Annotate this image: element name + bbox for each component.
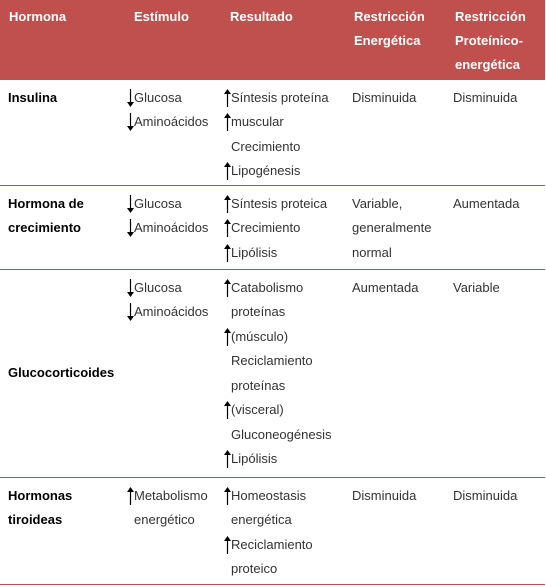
cell-text: proteínas [231, 304, 286, 319]
cell-text: Catabolismo [231, 279, 304, 295]
protein-energy-restriction-cell [446, 477, 545, 584]
result-cell [221, 269, 345, 477]
cell-text: muscular [231, 114, 284, 129]
cell-text: Lipólisis [231, 244, 278, 260]
table-row [0, 477, 545, 584]
stimulus-cell [125, 269, 221, 477]
cell-line [127, 86, 215, 111]
cell-line [224, 300, 339, 325]
cell-text: Aminoácidos [134, 304, 209, 319]
arrow-up-icon [224, 450, 231, 468]
table-header-row [0, 0, 545, 79]
cell-text: Reciclamiento [231, 536, 313, 552]
energy-restriction-cell [345, 185, 446, 269]
cell-line [224, 398, 339, 423]
cell-text: Variable [453, 279, 500, 295]
arrow-up-icon [224, 195, 231, 213]
cell-text: Disminuida [453, 89, 518, 105]
cell-text: energética [231, 512, 292, 527]
stimulus-cell [125, 79, 221, 185]
result-cell [221, 477, 345, 584]
cell-text: Síntesis proteica [231, 195, 328, 211]
cell-line [127, 192, 215, 217]
cell-text: (músculo) [231, 328, 289, 344]
cell-line [127, 484, 215, 509]
result-cell [221, 79, 345, 185]
cell-text: proteico [231, 561, 278, 576]
cell-line [127, 508, 215, 533]
cell-text: crecimiento [8, 220, 81, 235]
cell-text: Disminuida [352, 89, 417, 105]
arrow-down-icon [127, 219, 134, 237]
arrow-up-icon [224, 279, 231, 297]
table-row [0, 185, 545, 269]
cell-text: Reciclamiento [231, 353, 313, 368]
cell-text: Aminoácidos [134, 114, 209, 129]
cell-line [224, 276, 339, 301]
stimulus-cell [125, 185, 221, 269]
cell-line [224, 484, 339, 509]
cell-text: Síntesis proteína [231, 89, 329, 105]
cell-line [224, 349, 339, 374]
cell-text: Aumentada [453, 195, 520, 211]
cell-text: (visceral) [231, 402, 284, 417]
arrow-up-icon [224, 219, 231, 237]
protein-energy-restriction-cell [446, 185, 545, 269]
energy-restriction-cell [345, 79, 446, 185]
arrow-up-icon [224, 162, 231, 180]
cell-text: Glucosa [134, 279, 182, 295]
table-row [0, 79, 545, 185]
cell-line [224, 325, 339, 350]
cell-line [127, 276, 215, 301]
cell-text: Lipogénesis [231, 163, 301, 178]
cell-text: Homeostasis [231, 487, 307, 503]
cell-line [224, 241, 339, 266]
result-cell [221, 185, 345, 269]
cell-text: normal [352, 244, 392, 260]
cell-line [224, 423, 339, 448]
arrow-down-icon [127, 303, 134, 321]
cell-line [224, 447, 339, 472]
cell-text: Aumentada [352, 279, 419, 295]
cell-line [224, 86, 339, 111]
cell-line [224, 216, 339, 241]
protein-energy-restriction-cell [446, 269, 545, 477]
header-resultado: Resultado [221, 0, 345, 79]
cell-text: Glucocorticoides [8, 364, 115, 380]
cell-text: Disminuida [453, 487, 518, 503]
cell-text: Gluconeogénesis [231, 426, 332, 442]
cell-line [224, 135, 339, 160]
cell-line [224, 557, 339, 582]
arrow-up-icon [224, 113, 231, 131]
cell-line [224, 533, 339, 558]
cell-line [127, 216, 215, 241]
cell-text: Insulina [8, 89, 58, 105]
cell-text: Disminuida [352, 487, 417, 503]
cell-line [224, 374, 339, 399]
arrow-up-icon [224, 328, 231, 346]
arrow-up-icon [224, 487, 231, 505]
header-restriccion-proteinico-energetica: Restricción Proteínico-energética [446, 0, 545, 79]
hormone-name-cell [0, 269, 125, 477]
cell-line [224, 508, 339, 533]
energy-restriction-cell [345, 269, 446, 477]
arrow-up-icon [127, 487, 134, 505]
stimulus-cell [125, 477, 221, 584]
cell-text: Aminoácidos [134, 220, 209, 235]
cell-text: Glucosa [134, 89, 182, 105]
cell-text: generalmente [352, 220, 432, 235]
cell-line [127, 300, 215, 325]
header-hormona: Hormona [0, 0, 125, 79]
cell-text: Hormonas [8, 487, 73, 503]
cell-text: Variable, [352, 195, 403, 211]
header-estimulo: Estímulo [125, 0, 221, 79]
cell-line [224, 110, 339, 135]
arrow-up-icon [224, 536, 231, 554]
protein-energy-restriction-cell [446, 79, 545, 185]
cell-text: Metabolismo [134, 487, 208, 503]
arrow-up-icon [224, 89, 231, 107]
arrow-up-icon [224, 244, 231, 262]
header-restriccion-energetica: Restricción Energética [345, 0, 446, 79]
hormone-name-cell [0, 79, 125, 185]
cell-line [224, 192, 339, 217]
hormone-name-cell [0, 185, 125, 269]
cell-text: Crecimiento [231, 220, 301, 235]
cell-text: Glucosa [134, 195, 182, 211]
arrow-down-icon [127, 279, 134, 297]
table-row [0, 269, 545, 477]
cell-text: Hormona de [8, 195, 84, 211]
arrow-down-icon [127, 113, 134, 131]
cell-text: Crecimiento [231, 138, 301, 154]
cell-text: tiroideas [8, 512, 63, 527]
arrow-up-icon [224, 401, 231, 419]
cell-text: Lipólisis [231, 451, 278, 466]
cell-line [127, 110, 215, 135]
cell-line [224, 159, 339, 184]
arrow-down-icon [127, 89, 134, 107]
hormone-name-cell [0, 477, 125, 584]
cell-text: proteínas [231, 377, 286, 393]
energy-restriction-cell [345, 477, 446, 584]
arrow-down-icon [127, 195, 134, 213]
cell-text: energético [134, 512, 195, 527]
